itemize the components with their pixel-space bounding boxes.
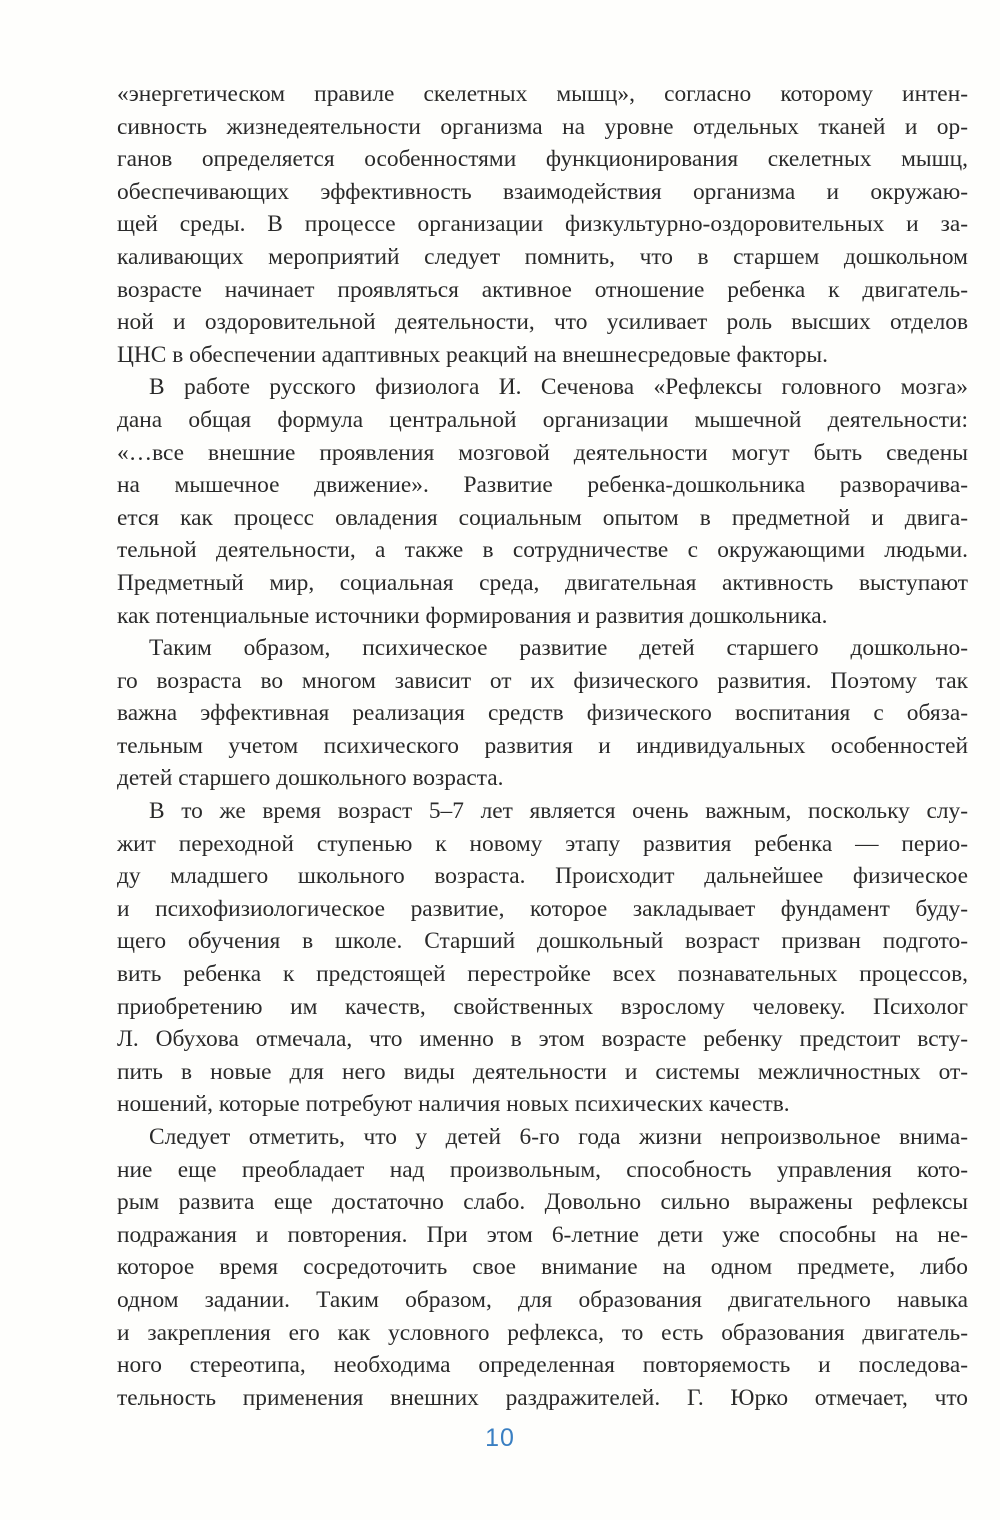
body-text xyxy=(117,78,968,1414)
text-line: пить в новые для него виды деятельности и системы межличностных от- xyxy=(117,1058,968,1085)
paragraph xyxy=(117,795,968,1121)
text-line: вить ребенка к предстоящей перестройке всех познавательных процессов, xyxy=(117,961,968,988)
text-line: сивность жизнедеятельности организма на уровне отдельных тканей и ор- xyxy=(117,113,968,140)
text-line: жит переходной ступенью к новому этапу развития ребенка — перио- xyxy=(117,830,968,857)
text-line: обеспечивающих эффективность взаимодействия организма и окружаю- xyxy=(117,178,968,205)
text-line: Предметный мир, социальная среда, двигательная активность выступают xyxy=(117,569,968,596)
text-line: ние еще преобладает над произвольным, способность управления кото- xyxy=(117,1156,968,1183)
text-line: приобретению им качеств, свойственных взрослому человеку. Психолог xyxy=(117,993,968,1020)
text-line: рым развита еще достаточно слабо. Довольно сильно выражены рефлексы xyxy=(117,1189,968,1216)
paragraph xyxy=(117,78,968,371)
text-line: В работе русского физиолога И. Сеченова «Рефлексы головного мозга» xyxy=(149,374,968,401)
text-line: и психофизиологическое развитие, которое закладывает фундамент буду- xyxy=(117,895,968,922)
text-line: ной и оздоровительной деятельности, что усиливает роль высших отделов xyxy=(117,309,968,336)
text-line: тельность применения внешних раздражителей. Г. Юрко отмечает, что xyxy=(117,1384,968,1411)
text-line: Таким образом, психическое развитие детей старшего дошкольно- xyxy=(149,635,968,662)
text-line: ду младшего школьного возраста. Происходит дальнейшее физическое xyxy=(117,863,968,890)
text-line: ется как процесс овладения социальным опытом в предметной и двига- xyxy=(117,504,968,531)
text-line: ЦНС в обеспечении адаптивных реакций на внешнесредовые факторы. xyxy=(117,341,828,368)
text-line: В то же время возраст 5–7 лет является очень важным, поскольку слу- xyxy=(149,798,968,825)
text-line: Л. Обухова отмечала, что именно в этом возрасте ребенку предстоит всту- xyxy=(117,1026,968,1053)
text-line: каливающих мероприятий следует помнить, что в старшем дошкольном xyxy=(117,243,968,270)
text-line: детей старшего дошкольного возраста. xyxy=(117,765,504,792)
text-line: важна эффективная реализация средств физического воспитания с обяза- xyxy=(117,700,968,727)
text-line: на мышечное движение». Развитие ребенка-дошкольника разворачива- xyxy=(117,472,968,499)
text-line: го возраста во многом зависит от их физического развития. Поэтому так xyxy=(117,667,968,694)
text-line: тельной деятельности, а также в сотрудничестве с окружающими людьми. xyxy=(117,537,968,564)
text-line: ганов определяется особенностями функционирования скелетных мышц, xyxy=(117,146,968,173)
text-line: одном задании. Таким образом, для образования двигательного навыка xyxy=(117,1286,968,1313)
text-line: и закрепления его как условного рефлекса, то есть образования двигатель- xyxy=(117,1319,968,1346)
text-line: подражания и повторения. При этом 6-летние дети уже способны на не- xyxy=(117,1221,968,1248)
text-line: которое время сосредоточить свое внимание на одном предмете, либо xyxy=(117,1254,968,1281)
text-line: «…все внешние проявления мозговой деятельности могут быть сведены xyxy=(117,439,968,466)
text-line: щего обучения в школе. Старший дошкольный возраст призван подгото- xyxy=(117,928,968,955)
text-line: дана общая формула центральной организации мышечной деятельности: xyxy=(117,406,968,433)
page-number: 10 xyxy=(485,1424,515,1452)
text-line: «энергетическом правиле скелетных мышц», согласно которому интен- xyxy=(117,81,968,107)
text-line: ного стереотипа, необходима определенная повторяемость и последова- xyxy=(117,1352,968,1379)
paragraph xyxy=(117,371,968,632)
text-line: щей среды. В процессе организации физкультурно-оздоровительных и за- xyxy=(117,211,968,238)
text-line: как потенциальные источники формирования и развития дошкольника. xyxy=(117,602,828,629)
text-line: тельным учетом психического развития и индивидуальных особенностей xyxy=(117,732,968,759)
text-line: Следует отметить, что у детей 6-го года жизни непроизвольное внима- xyxy=(149,1124,968,1150)
paragraph xyxy=(117,632,968,795)
text-line: ношений, которые потребуют наличия новых психических качеств. xyxy=(117,1091,790,1118)
paragraph xyxy=(117,1121,968,1414)
text-line: возрасте начинает проявляться активное отношение ребенка к двигатель- xyxy=(117,276,968,303)
